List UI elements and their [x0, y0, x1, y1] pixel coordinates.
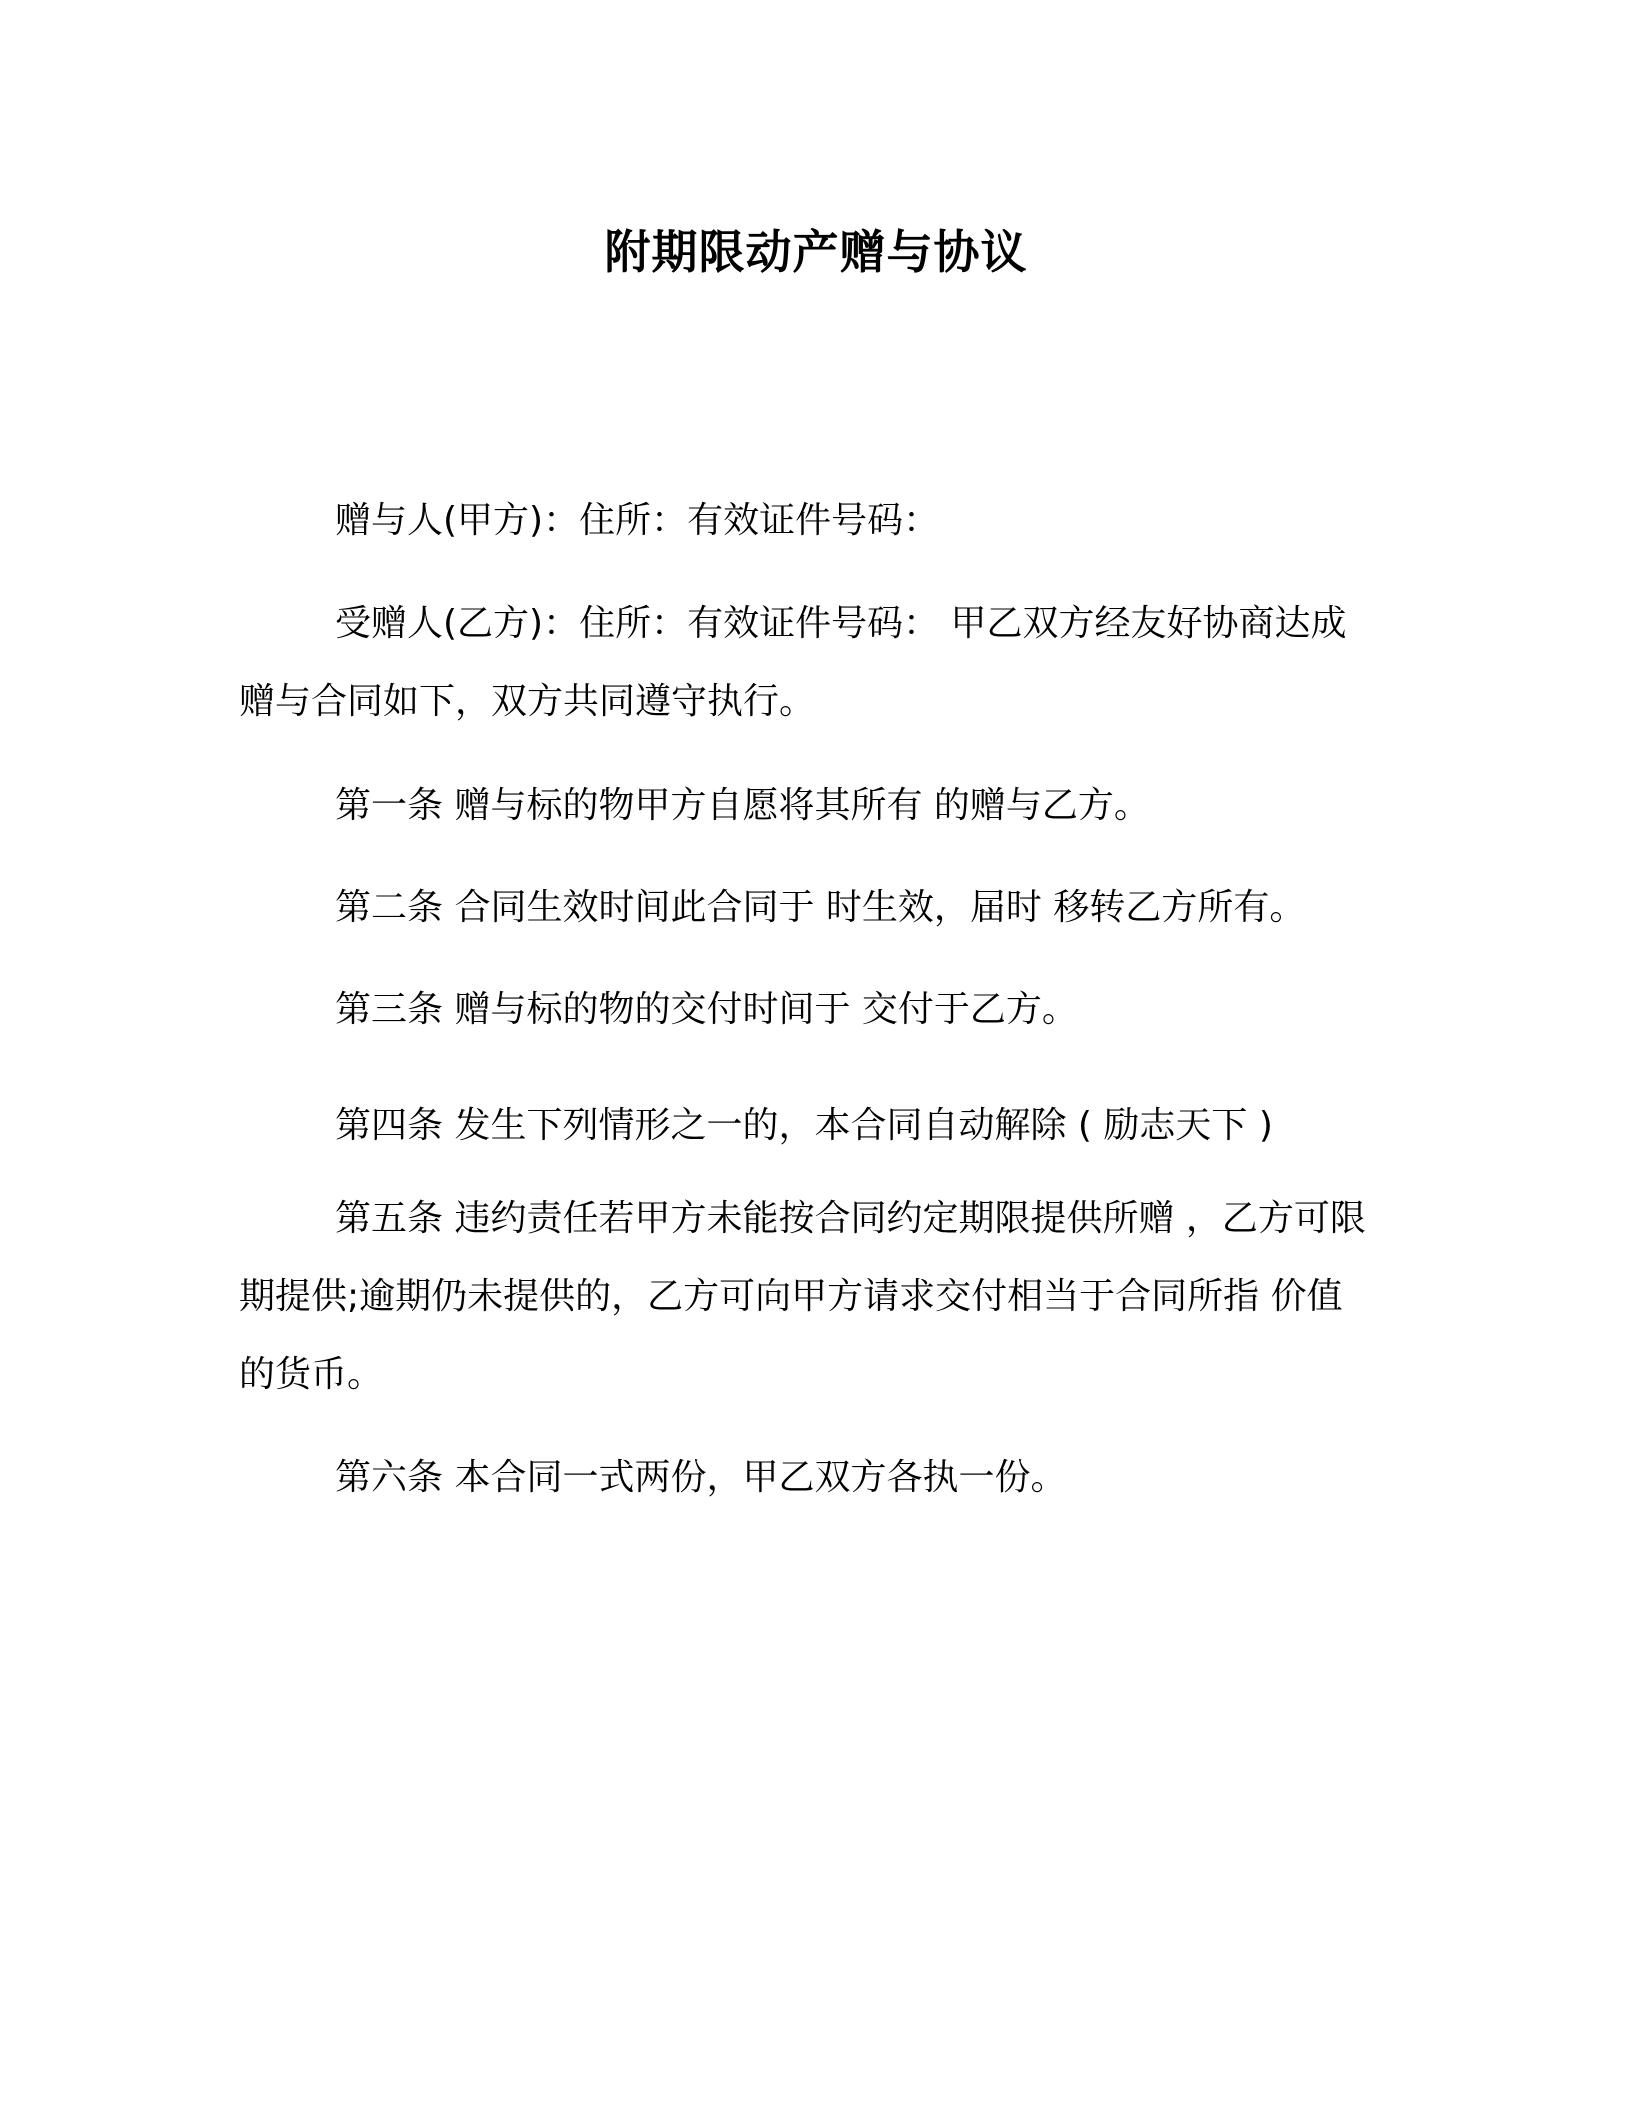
article-1-paragraph: 第一条 赠与标的物甲方自愿将其所有 的赠与乙方。	[335, 785, 1150, 826]
article-6-paragraph: 第六条 本合同一式两份，甲乙双方各执一份。	[335, 1457, 1067, 1498]
article-4-paragraph: 第四条 发生下列情形之一的，本合同自动解除 ( 励志天下 )	[335, 1105, 1273, 1146]
document-title: 附期限动产赠与协议	[604, 225, 1028, 279]
donor-info-paragraph: 赠与人(甲方)：住所：有效证件号码：	[335, 500, 940, 541]
article-3-paragraph: 第三条 赠与标的物的交付时间于 交付于乙方。	[335, 989, 1078, 1030]
recipient-info-paragraph: 受赠人(乙方)：住所：有效证件号码： 甲乙双方经友好协商达成赠与合同如下，双方共同遵守执行。	[239, 603, 1347, 722]
article-5-paragraph: 第五条 违约责任若甲方未能按合同约定期限提供所赠 ，乙方可限期提供;逾期仍未提供的，乙方可向甲方请求交付相当于合同所指 价值的货币。	[239, 1198, 1366, 1395]
article-2-paragraph: 第二条 合同生效时间此合同于 时生效，届时 移转乙方所有。	[335, 887, 1306, 928]
